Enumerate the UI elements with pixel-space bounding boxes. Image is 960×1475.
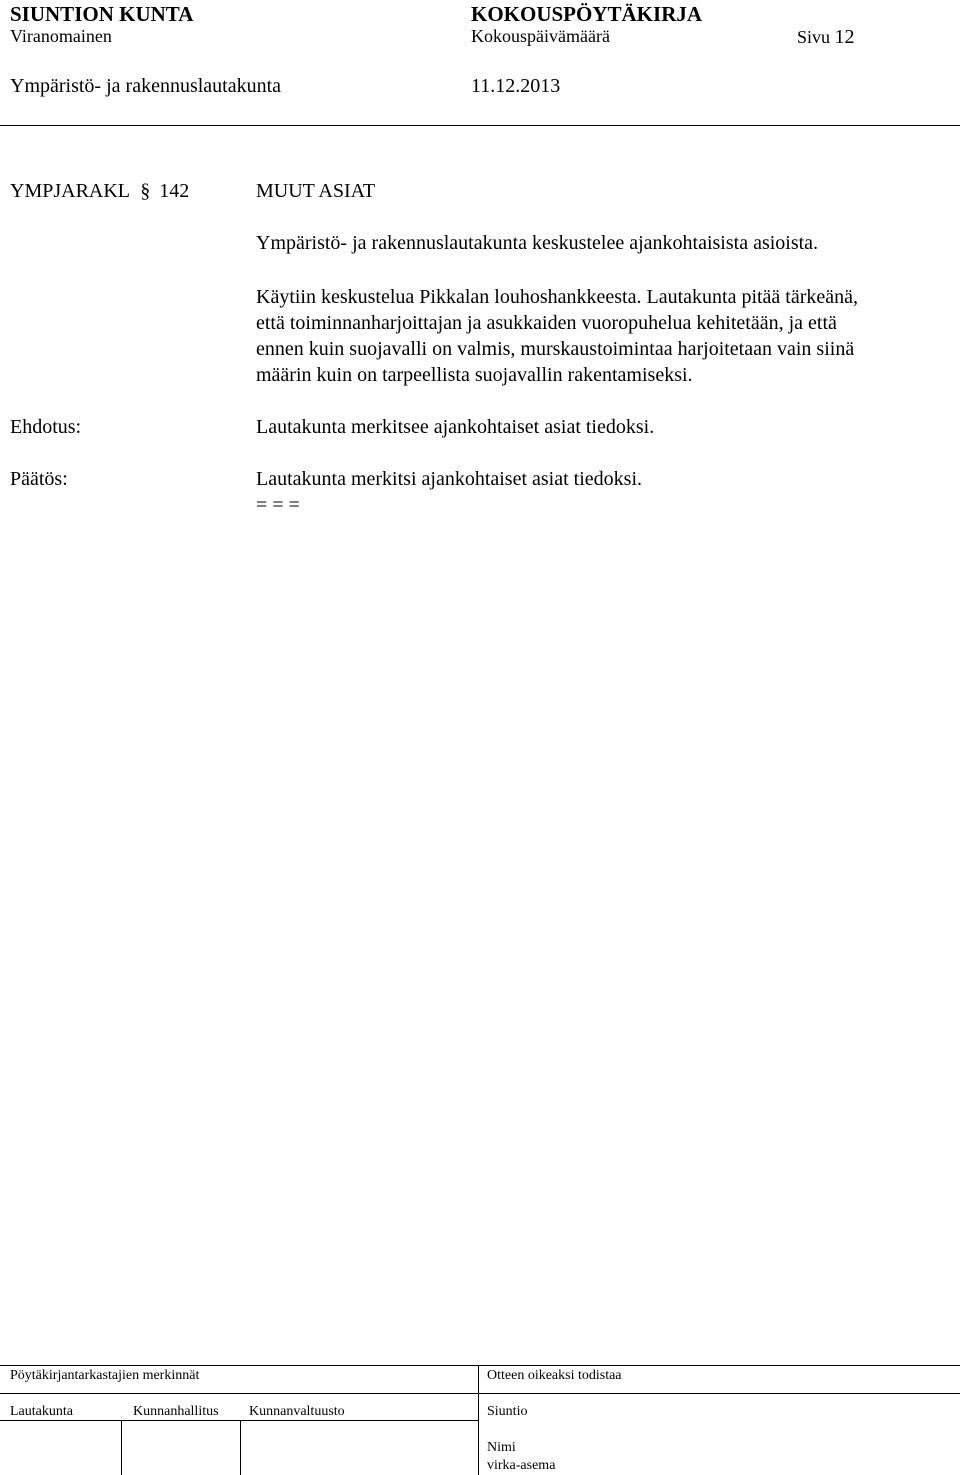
column-kunnanhallitus: Kunnanhallitus: [133, 1404, 219, 1419]
position-label: virka-asema: [487, 1458, 556, 1473]
column-kunnanvaltuusto: Kunnanvaltuusto: [249, 1404, 345, 1419]
proposal-text: Lautakunta merkitsee ajankohtaiset asiat tiedoksi.: [256, 416, 655, 438]
section-code: YMPJARAKL: [10, 180, 130, 202]
discussion-line: määrin kuin on tarpeellista suojavallin rakentamiseksi.: [256, 364, 693, 386]
reviewers-label: Pöytäkirjantarkastajien merkinnät: [10, 1368, 200, 1383]
meeting-date: 11.12.2013: [471, 75, 561, 97]
municipality-name: SIUNTION KUNTA: [10, 2, 194, 26]
proposal-label: Ehdotus:: [10, 416, 82, 438]
footer-top-border: [0, 1365, 960, 1366]
footer-signature-line: [0, 1420, 478, 1421]
page-indicator: [797, 26, 855, 49]
discussion-paragraph: [256, 284, 956, 388]
certified-place: Siuntio: [487, 1404, 528, 1419]
decision-label: Päätös:: [10, 468, 68, 490]
decision-text: Lautakunta merkitsi ajankohtaiset asiat tiedoksi.: [256, 468, 643, 490]
footer-column-divider: [121, 1420, 122, 1475]
intro-paragraph: Ympäristö- ja rakennuslautakunta keskustelee ajankohtaisista asioista.: [256, 232, 819, 254]
footer-center-divider: [478, 1365, 479, 1475]
document-type: KOKOUSPÖYTÄKIRJA: [471, 2, 703, 26]
section-id: [10, 180, 189, 203]
section-number: 142: [159, 180, 190, 202]
authority-name: Ympäristö- ja rakennuslautakunta: [10, 75, 282, 97]
name-label: Nimi: [487, 1440, 516, 1455]
meeting-date-label: Kokouspäivämäärä: [471, 26, 610, 46]
column-lautakunta: Lautakunta: [10, 1404, 73, 1419]
section-title: MUUT ASIAT: [256, 180, 376, 202]
header-divider: [0, 125, 960, 126]
certified-label: Otteen oikeaksi todistaa: [487, 1368, 622, 1383]
discussion-line: Käytiin keskustelua Pikkalan louhoshankkeesta. Lautakunta pitää tärkeänä,: [256, 286, 859, 308]
discussion-line: ennen kuin suojavalli on valmis, murskaustoimintaa harjoitetaan vain siinä: [256, 338, 855, 360]
end-marker: = = =: [256, 494, 300, 516]
footer-divider: [0, 1393, 960, 1394]
footer-column-divider: [240, 1420, 241, 1475]
section-sign: §: [140, 180, 151, 202]
discussion-line: että toiminnanharjoittajan ja asukkaiden vuoropuhelua kehitetään, ja että: [256, 312, 837, 334]
page-label: Sivu: [797, 27, 831, 47]
page-number: 12: [834, 26, 855, 48]
authority-label: Viranomainen: [10, 26, 112, 46]
